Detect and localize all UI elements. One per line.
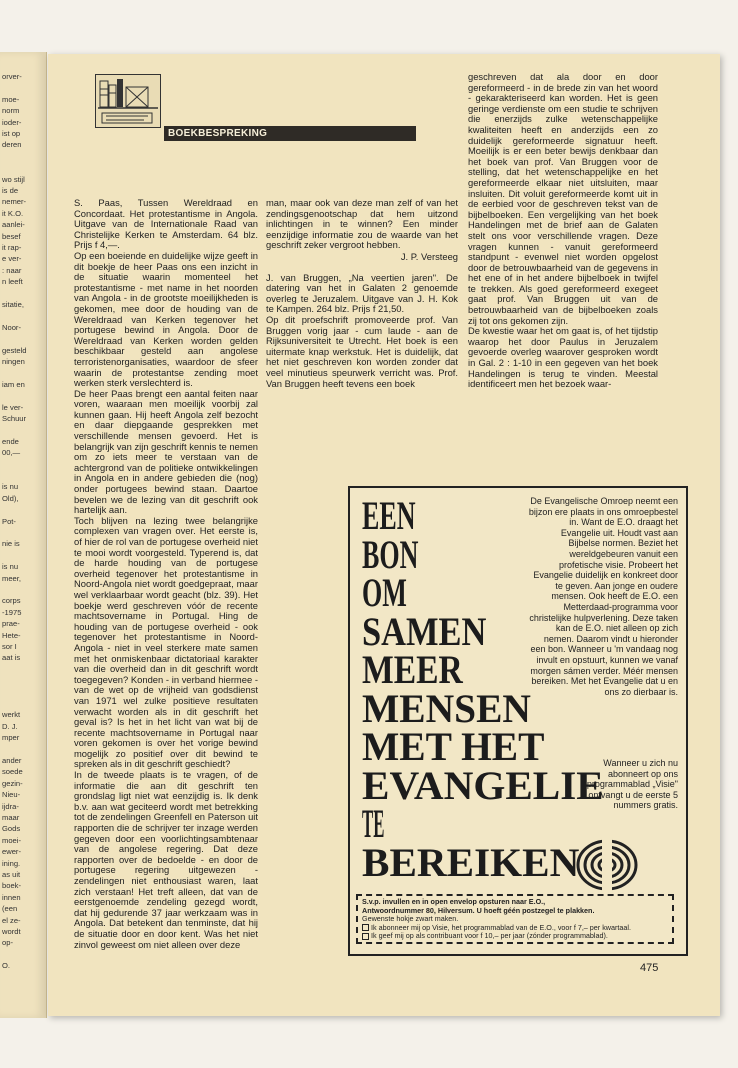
column-right [468, 72, 658, 390]
previous-page-text: aat is [2, 653, 21, 663]
previous-page-text: moe- [2, 94, 20, 104]
checkbox-subscribe[interactable] [362, 924, 369, 931]
ad-cta-text: Wanneer u zich nu abonneert op ons programmablad „Visie" ontvangt u de eerste 5 nummers gratis. [586, 758, 678, 811]
previous-page-text: Schuur [2, 414, 27, 423]
previous-page-text: : naar [2, 265, 22, 275]
bookshelf-icon [96, 75, 160, 127]
review-2-paragraph: geschreven dat ala door en door gereformeerd - in de brede zin van het woord - gekarakteriseerd kan worden. Het is geen geringe verdienste om een studie te schrijven die enerzijds zulke wetenschappelijke kwaliteiten heeft en anderzijds een zo duidelijk gereformeerde signatuur heeft. Moeilijk is er een beter bewijs denkbaar dan het boek van prof. Van Bruggen voor de stelling, dat het wetenschappelijke en het gereformeerde elkaar niet uitsluiten, maar insluiten. Dit voluit gereformeerde komt uit in de eerbied voor de geschreven tekst van de bijbelboeken. Een vergelijking van het boek Handelingen met de brief aan de Galaten stelt ons voor verschillende vragen. Deze vragen kunnen - vanuit gereformeerd standpunt - evenwel niet worden opgelost door de betrouwbaarheid van de gegevens in het ene of in het andere bijbelboek in twijfel te trekken. Als goed gereformeerd exegeet gaat prof. Van Bruggen uit van de betrouwbaarheid van de bijbelboeken zoals zij tot ons gekomen zijn. [468, 71, 658, 326]
coupon-address: Antwoordnummer 80, Hilversum. U hoeft géén postzegel te plakken. [362, 906, 595, 915]
ad-headline-word: TE [362, 801, 385, 846]
previous-page-text: ioder- [2, 117, 22, 127]
column-left [74, 198, 258, 950]
previous-page-text: Noor- [2, 322, 21, 332]
previous-page-text: gezin- [2, 778, 23, 788]
previous-page-text: Old), [2, 493, 19, 503]
review-2-paragraph: Op dit proefschrift promoveerde prof. Van Bruggen vorig jaar - cum laude - aan de Rijksuniversiteit te Utrecht. Het boek is een uitermate knap werkstuk. Het is duidelijk, dat het niet geschreven kon worden zonder dat veel minutieus speurwerk verricht was. Prof. Van Bruggen heeft tevens een boek [266, 313, 458, 389]
previous-page-text: aanlei- [2, 220, 25, 230]
magazine-page [48, 54, 720, 1016]
review-2-citation: J. van Bruggen, „Na veertien jaren". De datering van het in Galaten 2 genoemde overleg te Jeruzalem. Uitgave van J. H. Kok te Kampen. 264 blz. Prijs f 21,50. [266, 271, 458, 315]
previous-page-text: el ze- [2, 915, 21, 925]
previous-page-text: n leeft [2, 277, 23, 287]
previous-page-text: ewer- [2, 847, 21, 857]
previous-page-text: Hete- [2, 630, 21, 640]
previous-page-text: sitatie, [2, 300, 24, 309]
section-logo [95, 74, 161, 128]
previous-page-text: corps [2, 596, 21, 606]
eo-logo-icon [576, 839, 638, 891]
ad-headline-word: BEREIKEN [362, 839, 580, 885]
previous-page-text: boek- [2, 881, 21, 891]
previous-page-text: iam en [2, 379, 25, 389]
review-1-paragraph: De heer Paas brengt een aantal feiten naar voren, waaraan men moeilijk voorbij zal kunnen gaan. Hij heeft Angola zelf bezocht en daar diepgaande gesprekken met verschillende mensen gevoerd. Het is belangrijk van zijn geschrift kennis te nemen om zo iets meer te verstaan van de achtergrond van de politieke ontwikkelingen in Angola en in andere gebieden die (nog) onder portugees bewind staan. Daartoe bevelen we de lezing van dit geschrift ook hartelijk aan. [74, 387, 258, 516]
previous-page-text: norm [2, 106, 20, 116]
ad-headline-word: MET HET [362, 724, 545, 769]
previous-page-text: ander [2, 756, 22, 765]
previous-page-text: meer, [2, 573, 21, 583]
review-1-paragraph: Op een boeiende en duidelijke wijze geeft in dit boekje de heer Paas ons een inzicht in de situatie waarin momenteel het protestantisme - met name in het noorden van Angola - in de grootste moeilijkheden is gekomen, mee door de houding van de Wereldraad van Kerken tegenover het portugese bewind in Angola. Door de Wereldraad van Kerken worden gelden beschikbaar gesteld aan angolese terroristenorganisaties, waardoor de sfeer waarin de protestantse zending moet werken sterk verslechterd is. [74, 249, 258, 389]
section-banner: BOEKBESPREKING [164, 126, 416, 141]
ad-headline-word: BON [362, 531, 419, 577]
previous-page-text: ining. [2, 858, 21, 868]
previous-page-text: -1975 [2, 607, 22, 617]
previous-page-text: (een [2, 904, 18, 914]
previous-page-text: maar [2, 813, 20, 822]
previous-page-text: ningen [2, 357, 25, 366]
previous-page-text: mper [2, 733, 20, 743]
previous-page-text: Gods [2, 824, 21, 834]
page-number: 475 [640, 962, 659, 974]
previous-page-text: e ver- [2, 254, 22, 264]
previous-page-text: is de [2, 186, 19, 195]
ad-headline-word: EEN [362, 493, 416, 538]
previous-page-text: soede [2, 767, 23, 777]
previous-page-text: werkt [2, 710, 21, 720]
previous-page-text: orver- [2, 72, 22, 81]
previous-page-text: Pot- [2, 516, 16, 526]
coupon-option-subscribe[interactable]: Ik abonneer mij op Visie, het programmablad van de E.O., voor f 7,– per kwartaal. [362, 924, 668, 933]
previous-page-text: prae- [2, 619, 20, 629]
coupon-hint: Gewenste hokje zwart maken. [362, 915, 459, 924]
review-1-paragraph: man, maar ook van deze man zelf of van het zendingsgenootschap dat hem uitzond inlichtingen in te winnen? Een minder eenzijdige informatie zou de waarde van het geschrift zeker vergroot hebben. [266, 197, 458, 251]
checkbox-contribute[interactable] [362, 933, 369, 940]
previous-page-text: ijdra- [2, 801, 19, 811]
ad-headline-word: OM [362, 570, 407, 615]
coupon-instruction: S.v.p. invullen en in open envelop opsturen naar E.O., [362, 898, 546, 906]
eo-advertisement [348, 486, 688, 956]
previous-page-text: nie is [2, 539, 20, 549]
review-1-paragraph: In de tweede plaats is te vragen, of de informatie die aan dit geschrift ten grondslag ligt niet wat eenzijdig is. Ik denk b.v. aan wat geciteerd wordt met betrekking tot de zendelingen Greenfell en Paterson uit rapporten die de schrijver ter inzage werden gegeven door een voorlichtingsambtenaar van de angolese regering. Dat deze rapporten over de bedoelde - en door de portugese regering uitgewezen - zendelingen niet enthousiast waren, laat zich verstaan! Het treft alleen, dat van de eerstgenoemde zendeling gezegd wordt, dat hij gedurende 37 jaar werkzaam was in Angola. Dat betekent dan tenminste, dat hij de situatie door en door kent. Was het niet zinvol geweest om niet alleen over deze [74, 769, 258, 950]
previous-page-text: is nu [2, 482, 19, 492]
previous-page-text: O. [2, 961, 11, 971]
review-1-citation: S. Paas, Tussen Wereldraad en Concordaat. Het protestantisme in Angola. Uitgave van de Internationale Raad van Christelijke Kerken te Amsterdam. 64 blz. Prijs f 4,—. [74, 197, 258, 251]
previous-page-text: is nu [2, 562, 19, 572]
previous-page-text: moei- [2, 835, 21, 845]
ad-headline-word: EVANGELIE [362, 762, 604, 808]
previous-page-text: gesteld [2, 345, 27, 355]
previous-page-text: nemer- [2, 197, 27, 207]
previous-page-text: wo stijl [2, 174, 25, 184]
previous-page-text: wordt [2, 927, 21, 936]
previous-page-text: deren [2, 140, 22, 150]
coupon-option-contribute[interactable]: Ik geef mij op als contribuant voor f 10,– per jaar (zónder programmablad). [362, 932, 668, 941]
previous-page-text: it K.O. [2, 208, 24, 218]
ad-body-text: De Evangelische Omroep neemt een bijzon ere plaats in ons omroepbestel in. Want de E.O. draagt het Evangelie uit. Houdt vast aan Bijbelse normen. Beziet het wereldgebeuren vanuit een profetische visie. Probeert het Evangelie duidelijk en konkreet door te geven. Aan jonge en oudere mensen. Ook heeft de E.O. een Metterdaad-programma voor christelijke hulpverlening. Deze taken kan de E.O. niet alleen op zich nemen. Daarom vindt u hieronder een bon. Wanneer u 'm vandaag nog invult en opstuurt, kunnen we vanaf morgen sámen verder. Méér mensen bereiken. Met het Evangelie dat u en ons zo dierbaar is. [528, 496, 678, 697]
previous-page-text: innen [2, 892, 21, 902]
previous-page-text: Nieu- [2, 790, 21, 800]
previous-page-text: ende [2, 436, 19, 446]
previous-page-text: op- [2, 938, 13, 948]
previous-page-strip [0, 52, 47, 1018]
previous-page-text: it rap- [2, 243, 22, 252]
previous-page-text: ist op [2, 129, 21, 138]
previous-page-text: sor I [2, 642, 17, 651]
ad-headline-word: MENSEN [362, 685, 531, 731]
review-2-paragraph: De kwestie waar het om gaat is, of het tijdstip waarop het door Paulus in Jeruzalem gevoerde overleg waarover gesproken wordt in Gal. 2 : 1-10 in een gegeven van het boek Handelingen is terug te vinden. Meestal identificeert men het bezoek waar- [468, 325, 658, 390]
ad-coupon [356, 894, 674, 944]
ad-headline-word: MEER [362, 647, 463, 692]
ad-headline-word: SAMEN [362, 608, 487, 654]
review-1-author: J. P. Versteeg [400, 250, 458, 262]
previous-page-text: D. J. [2, 721, 18, 731]
previous-page-text: 00,— [2, 448, 21, 458]
previous-page-text: as uit [2, 870, 21, 879]
previous-page-text: le ver- [2, 402, 24, 412]
review-1-paragraph: Toch blijven na lezing twee belangrijke complexen van vragen over. Het eerste is, of hier de rol van de portugese overheid niet te mooi wordt voorgesteld. Typerend is, dat de harde houding van de portugese overheid tegenover het protestantisme in Noord-Angola niet wordt goedgepraat, maar wel verklaarbaar wordt geacht (blz. 39). Het boekje werd geschreven vóór de recente machtsovername in Portugal. Hing de houding van de portugese overheid - ook tegenover het protestantisme in Noord-Angola - niet in veel sterkere mate samen met het onmiskenbaar dictatoriaal karakter van die overheid dan in dit geschrift wordt toegegeven? Konden - in verband hiermee - van de wet op de vrijheid van godsdienst van 1971 wel zulke positieve resultaten verwacht worden als in dit geschrift het geval is? Is het in het licht van wat bij de recente machtsovername in Portugal naar voren gekomen is over het vorige bewind mogelijk zo positief over dit bewind te spreken als in dit geschrift geschiedt? [74, 514, 258, 770]
previous-page-text: besef [2, 231, 21, 241]
column-middle [266, 198, 458, 389]
